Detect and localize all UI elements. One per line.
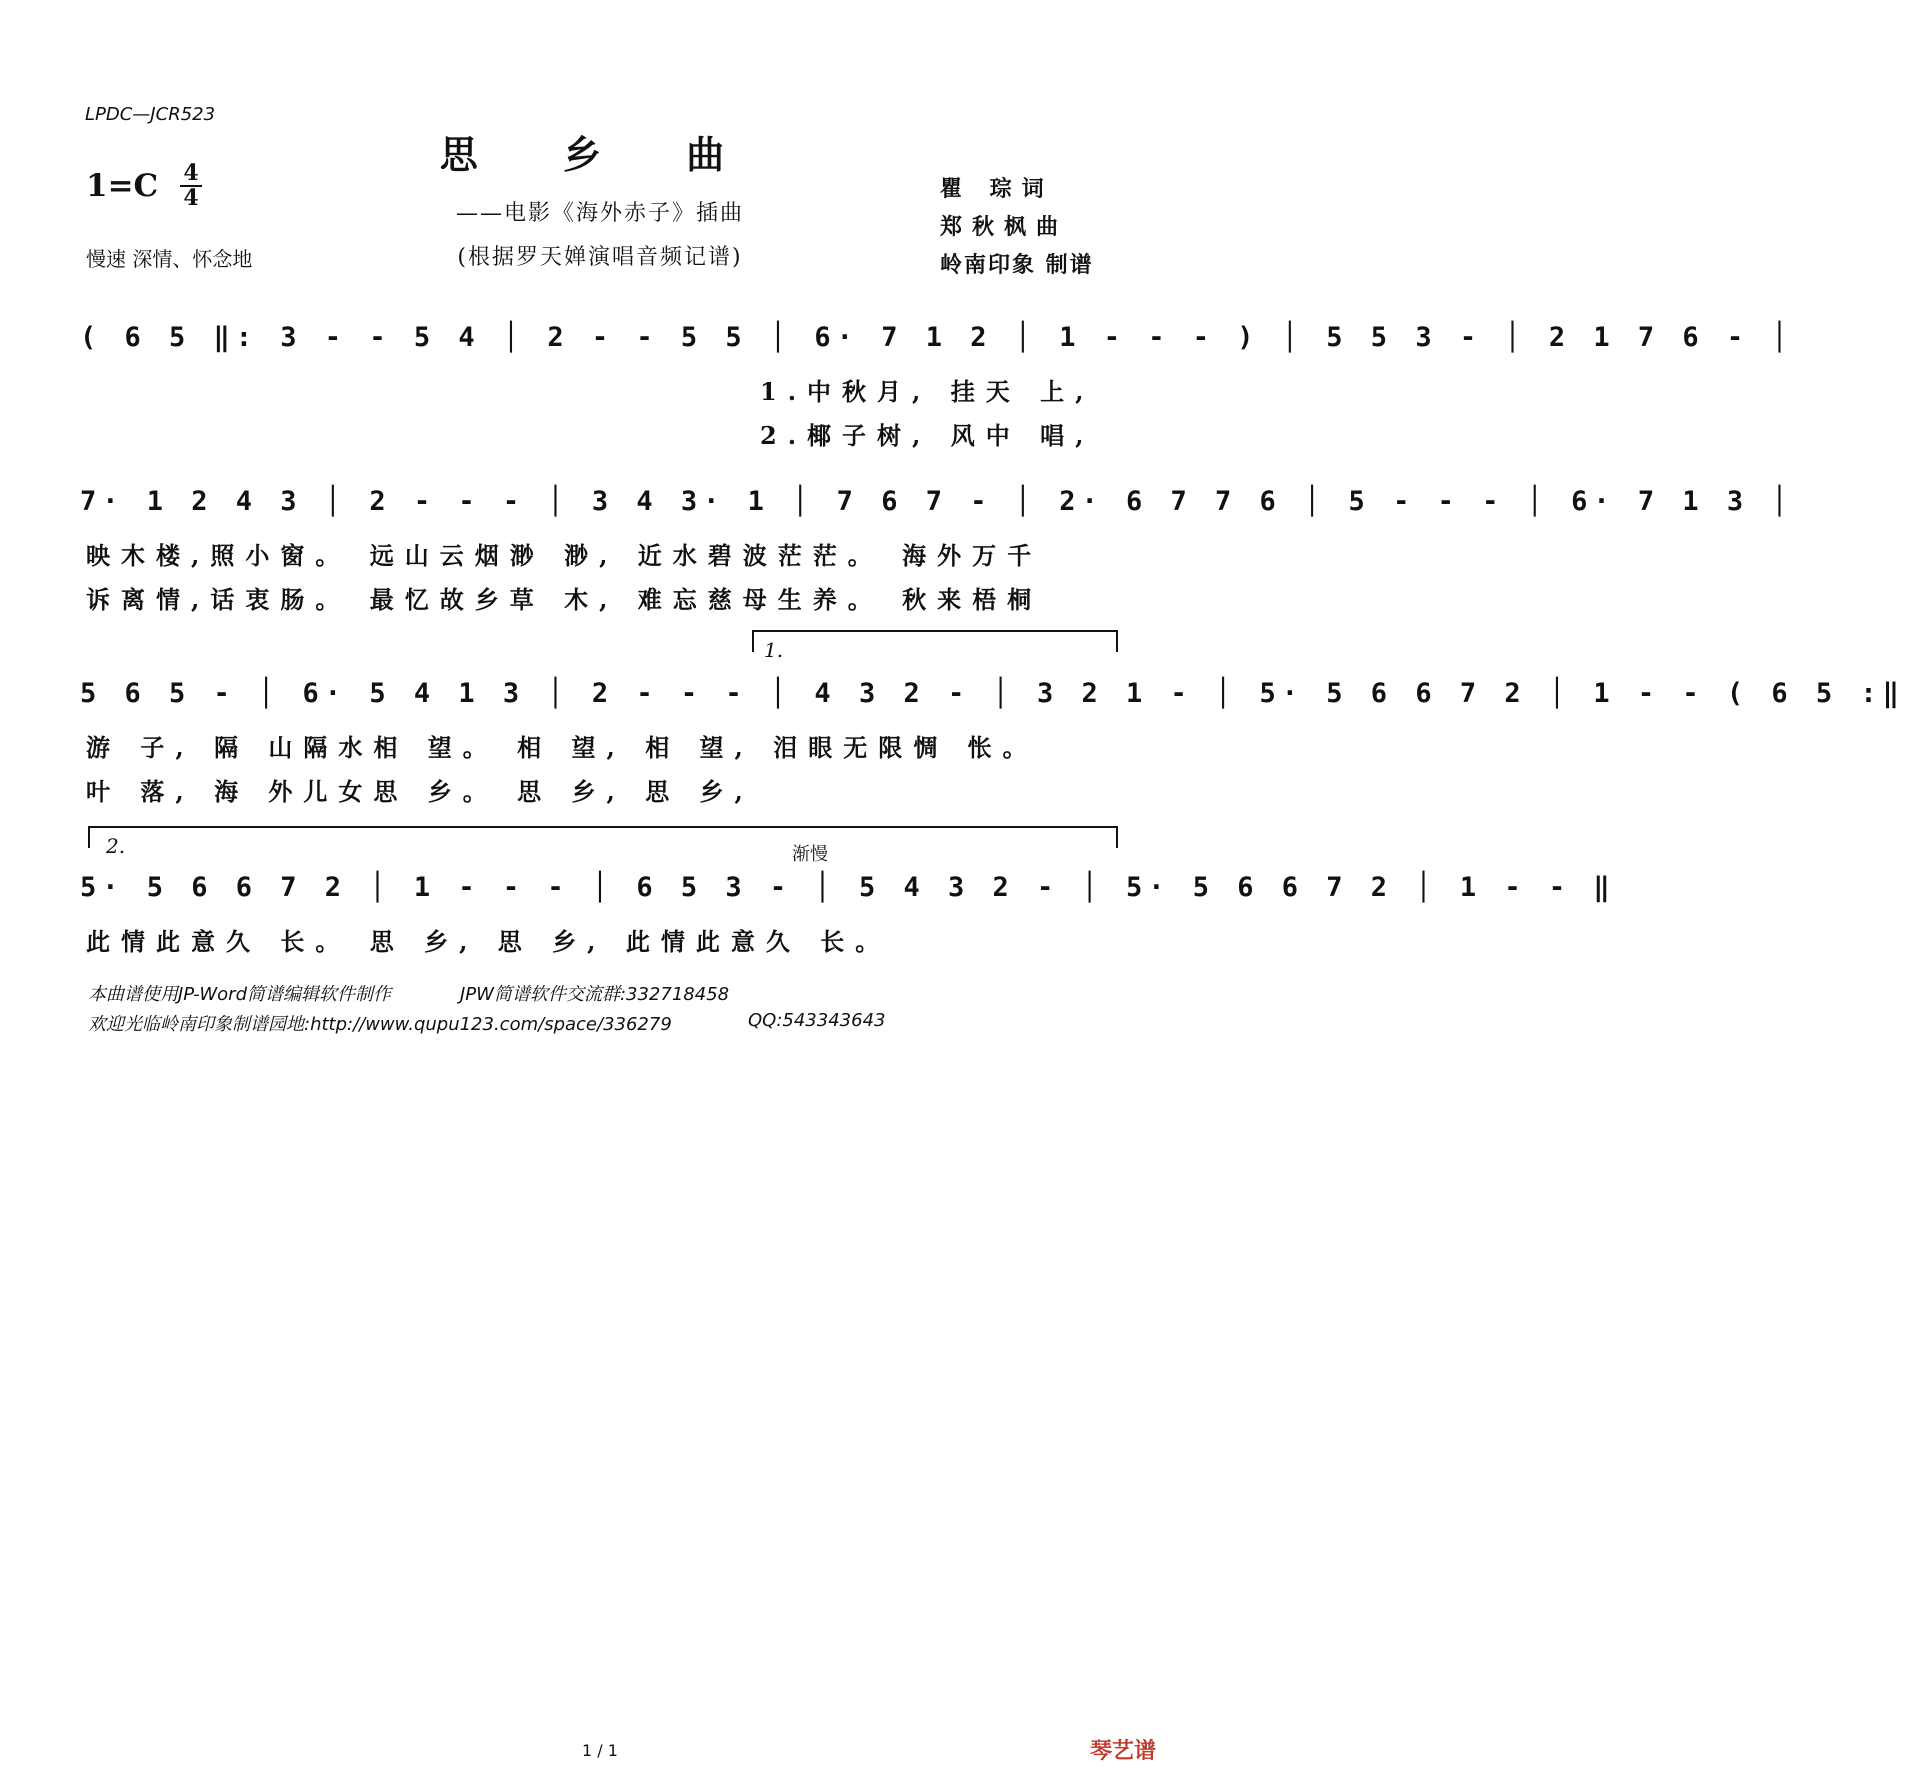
time-signature-top: 4 bbox=[183, 160, 199, 186]
lyric-line-4: 此情此意久 长。 思 乡, 思 乡, 此情此意久 长。 bbox=[86, 927, 891, 956]
lyric-line-2-verse-1: 映木楼,照小窗。 远山云烟渺 渺, 近水碧波茫茫。 海外万千 bbox=[86, 541, 1043, 570]
lyric-line-3-verse-1: 游 子, 隔 山隔水相 望。 相 望, 相 望, 泪眼无限惆 怅。 bbox=[86, 733, 1038, 762]
notation-line-3: 5 6 5 - │ 6· 5 4 1 3 │ 2 - - - │ 4 3 2 - │ 3 2 1 - │ 5· 5 6 6 7 2 │ 1 - - ( 6 5 :‖ bbox=[80, 678, 1905, 709]
subtitle: ——电影《海外赤子》插曲 bbox=[455, 201, 744, 226]
footer-website-link[interactable]: 欢迎光临岭南印象制谱园地:http://www.qupu123.com/space/336279 bbox=[88, 1014, 672, 1035]
notation-line-1: ( 6 5 ‖: 3 - - 5 4 │ 2 - - 5 5 │ 6· 7 1 2 │ 1 - - - ) │ 5 5 3 - │ 2 1 7 6 - │ bbox=[80, 322, 1794, 353]
footer-qq-note: QQ:543343643 bbox=[748, 1010, 886, 1031]
notation-line-4: 5· 5 6 6 7 2 │ 1 - - - │ 6 5 3 - │ 5 4 3 2 - │ 5· 5 6 6 7 2 │ 1 - - ‖ bbox=[80, 872, 1616, 903]
time-signature-bottom: 4 bbox=[183, 185, 199, 211]
arranger-credit: 岭南印象 制谱 bbox=[940, 252, 1094, 278]
lyric-line-2-verse-2: 诉离情,话衷肠。 最忆故乡草 木, 难忘慈母生养。 秋来梧桐 bbox=[86, 585, 1043, 614]
page-number: 1 / 1 bbox=[582, 1741, 618, 1760]
second-ending-bracket bbox=[88, 826, 1118, 848]
lyric-line-3-verse-2: 叶 落, 海 外儿女思 乡。 思 乡, 思 乡, bbox=[86, 777, 754, 806]
score-code: LPDC—JCR523 bbox=[85, 104, 216, 125]
key-signature: 1=C bbox=[86, 168, 159, 204]
lyricist-credit: 瞿 琮词 bbox=[940, 176, 1054, 202]
page-title: 思 乡 曲 bbox=[439, 132, 761, 177]
ritardando-marking: 渐慢 bbox=[792, 844, 828, 865]
notation-line-2: 7· 1 2 4 3 │ 2 - - - │ 3 4 3· 1 │ 7 6 7 - │ 2· 6 7 7 6 │ 5 - - - │ 6· 7 1 3 │ bbox=[80, 486, 1794, 517]
tempo-marking: 慢速 深情、怀念地 bbox=[86, 247, 253, 271]
first-ending-bracket bbox=[752, 630, 1118, 652]
first-ending-label: 1. bbox=[764, 638, 784, 662]
source-note: (根据罗天婵演唱音频记谱) bbox=[457, 245, 743, 270]
site-logo: 琴艺谱 bbox=[1090, 1739, 1157, 1764]
lyric-line-1-verse-1: 1.中秋月, 挂天 上, bbox=[760, 377, 1095, 406]
second-ending-label: 2. bbox=[106, 834, 126, 858]
composer-credit: 郑秋枫曲 bbox=[940, 214, 1069, 240]
footer-software-note: 本曲谱使用JP-Word简谱编辑软件制作 bbox=[88, 984, 391, 1005]
footer-group-note: JPW简谱软件交流群:332718458 bbox=[460, 984, 730, 1005]
lyric-line-1-verse-2: 2.椰子树, 风中 唱, bbox=[760, 421, 1095, 450]
